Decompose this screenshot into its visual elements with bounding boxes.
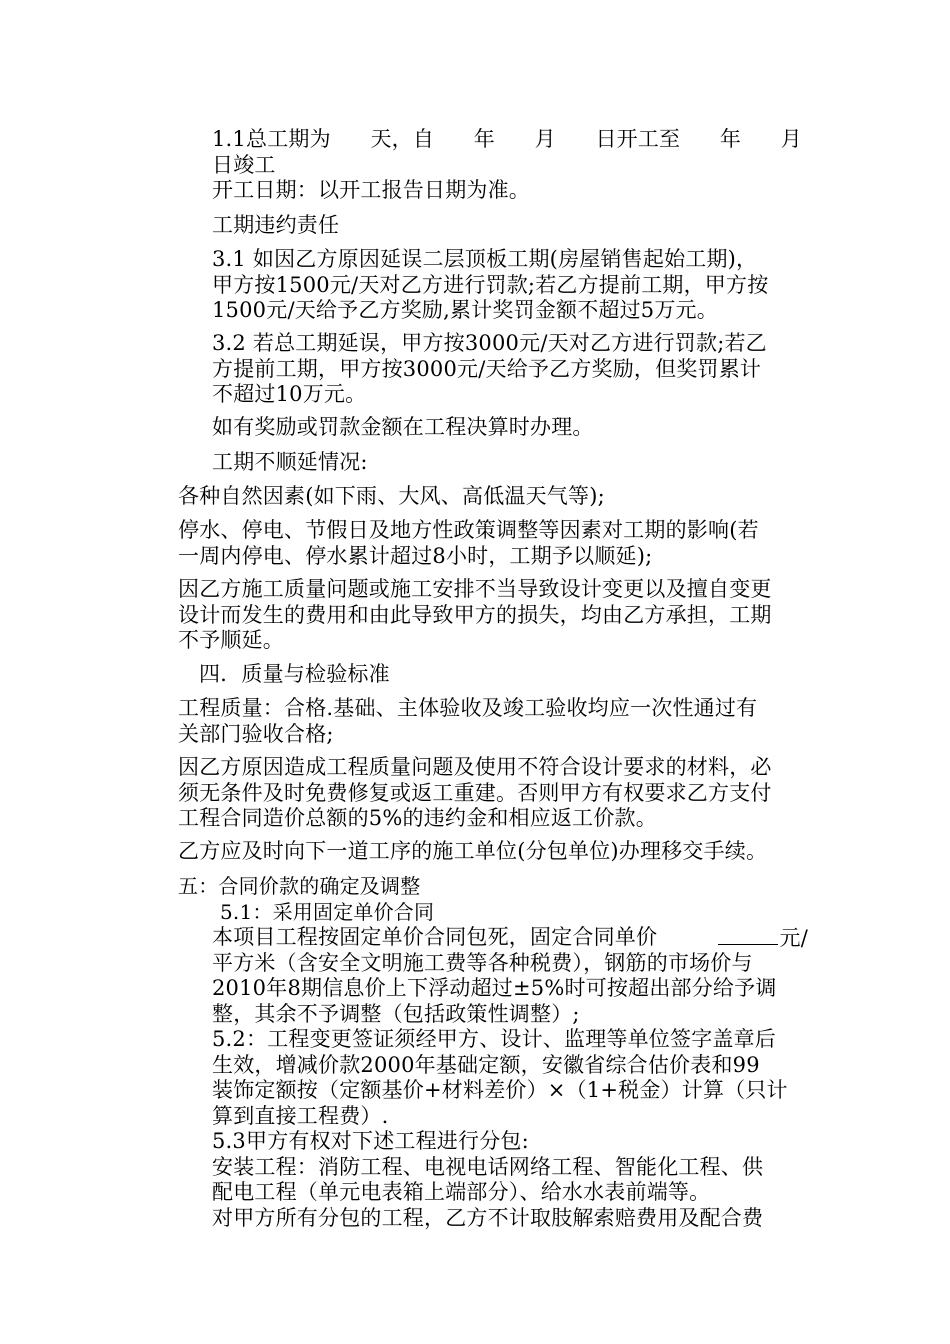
text-line: 方提前工期，甲方按3000元/天给予乙方奖励，但奖罚累计 (212, 357, 762, 381)
schedule-period-line (212, 126, 802, 152)
text-segment (716, 924, 808, 951)
section-heading: 工期不顺延情况: (212, 450, 368, 474)
text-line: 开工日期：以开工报告日期为准。 (212, 178, 530, 202)
subsection-heading: 5.1：采用固定单价合同 (220, 900, 435, 924)
text-segment: 月 (780, 127, 802, 151)
text-line: 3.1 如因乙方原因延误二层顶板工期(房屋销售起始工期)， (212, 247, 758, 271)
text-line: 须无条件及时免费修复或返工重建。否则甲方有权要求乙方支付 (178, 781, 772, 805)
text-line: 工程合同造价总额的5%的违约金和相应返工价款。 (178, 806, 657, 830)
text-segment: 年 (719, 127, 742, 151)
text-segment: 元/ (779, 926, 808, 950)
section-heading: 四．质量与检验标准 (199, 662, 390, 686)
text-line: 乙方应及时向下一道工序的施工单位(分包单位)办理移交手续。 (178, 839, 768, 863)
text-line: 因乙方施工质量问题或施工安排不当导致设计变更以及擅自变更 (178, 577, 772, 601)
text-line: 3.2 若总工期延误，甲方按3000元/天对乙方进行罚款;若乙 (212, 331, 767, 355)
text-line: 关部门验收合格; (178, 722, 334, 746)
text-line: 配电工程（单元电表箱上端部分）、给水水表前端等。 (212, 1180, 711, 1204)
text-line: 因乙方原因造成工程质量问题及使用不符合设计要求的材料，必 (178, 755, 772, 779)
text-segment: 日开工至 (595, 127, 681, 151)
text-segment: 年 (473, 127, 495, 151)
text-line: 工程质量：合格.基础、主体验收及竣工验收均应一次性通过有 (178, 696, 758, 720)
text-line: 不予顺延。 (178, 628, 284, 652)
text-line: 装饰定额按（定额基价+材料差价）×（1+税金）计算（只计 (212, 1078, 788, 1102)
text-line: 生效，增减价款2000年基础定额，安徽省综合估价表和99 (212, 1053, 760, 1077)
text-line: 甲方按1500元/天对乙方进行罚款;若乙方提前工期，甲方按 (212, 273, 769, 297)
text-line: 停水、停电、节假日及地方性政策调整等因素对工期的影响(若 (178, 518, 759, 542)
text-line: 安装工程：消防工程、电视电话网络工程、智能化工程、供 (212, 1155, 764, 1179)
text-line (212, 924, 808, 951)
text-line: 整，其余不予调整（包括政策性调整）; (212, 1002, 580, 1026)
text-line: 算到直接工程费）. (212, 1104, 389, 1128)
text-segment: 天，自 (370, 127, 435, 151)
text-segment: 1.1总工期为 (212, 127, 331, 151)
text-line: 各种自然因素(如下雨、大风、高低温天气等); (178, 484, 605, 508)
price-blank (718, 924, 778, 945)
text-line: 5.3甲方有权对下述工程进行分包: (212, 1129, 529, 1153)
text-segment: 本项目工程按固定单价合同包死，固定合同单价 (212, 925, 658, 949)
text-line: 1500元/天给予乙方奖励,累计奖罚金额不超过5万元。 (212, 298, 718, 322)
text-line: 平方米（含安全文明施工费等各种税费），钢筋的市场价与 (212, 951, 753, 975)
text-line: 一周内停电、停水累计超过8小时，工期予以顺延); (178, 544, 653, 568)
text-segment: 月 (534, 127, 556, 151)
text-line: 对甲方所有分包的工程，乙方不计取肢解索赔费用及配合费 (212, 1206, 764, 1230)
text-line: 日竣工 (212, 153, 276, 177)
text-line: 5.2：工程变更签证须经甲方、设计、监理等单位签字盖章后 (212, 1027, 776, 1051)
text-line: 设计而发生的费用和由此导致甲方的损失，均由乙方承担，工期 (178, 603, 772, 627)
text-line: 如有奖励或罚款金额在工程决算时办理。 (212, 415, 594, 439)
text-line: 不超过10万元。 (212, 382, 367, 406)
section-heading: 五：合同价款的确定及调整 (178, 874, 421, 898)
text-line: 2010年8期信息价上下浮动超过±5%时可按超出部分给予调 (212, 976, 777, 1000)
section-heading: 工期违约责任 (212, 213, 340, 237)
